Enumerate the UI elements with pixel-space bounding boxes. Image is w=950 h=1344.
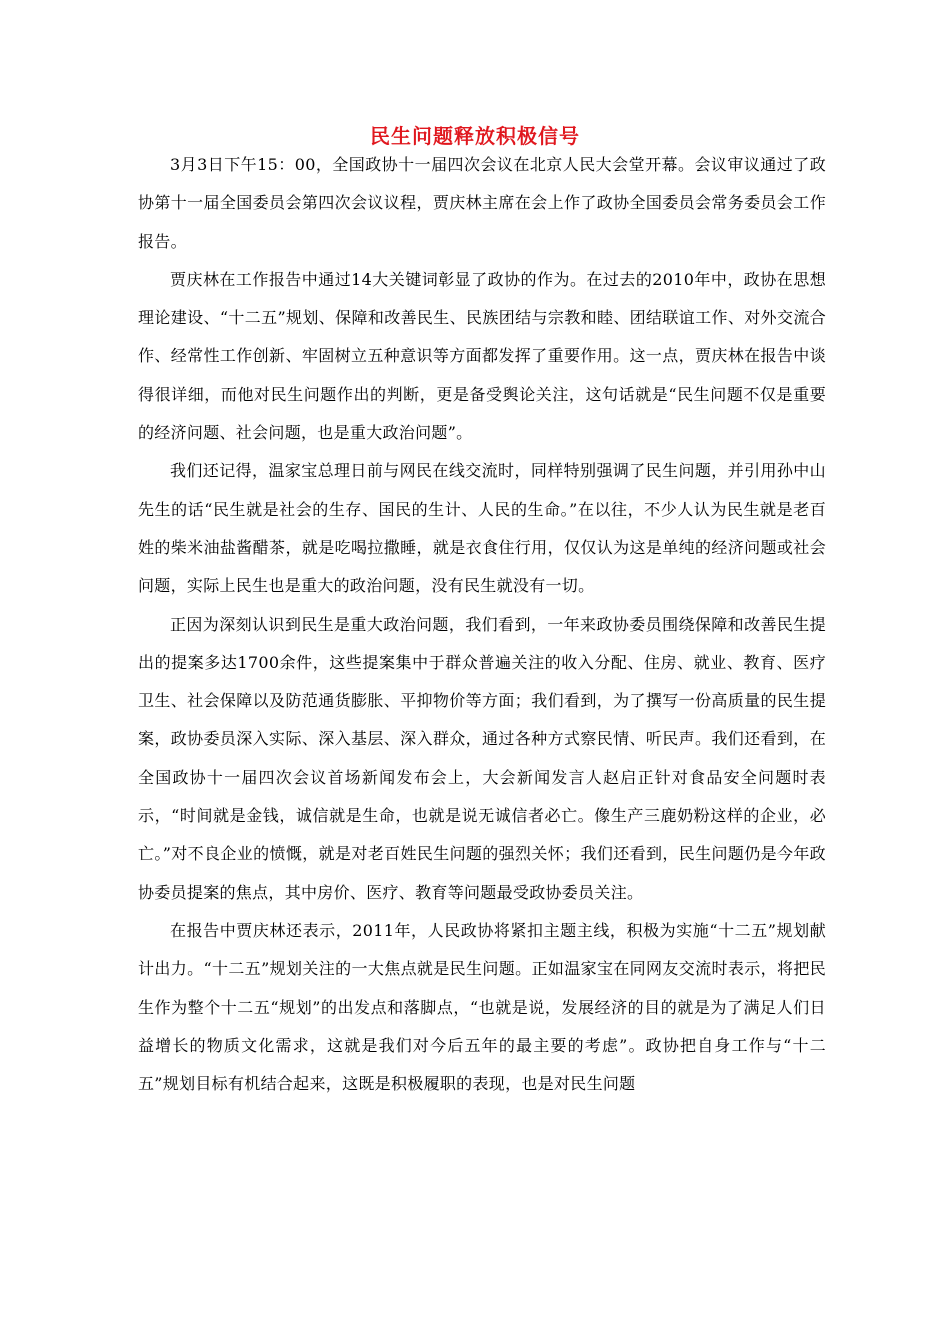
document-body [138,146,826,1103]
paragraph-3: 我们还记得，温家宝总理日前与网民在线交流时，同样特别强调了民生问题，并引用孙中山先生的话“民生就是社会的生存、国民的生计、人民的生命。”在以往，不少人认为民生就是老百姓的柴米油盐酱醋茶，就是吃喝拉撒睡，就是衣食住行用，仅仅认为这是单纯的经济问题或社会问题，实际上民生也是重大的政治问题，没有民生就没有一切。 [138,461,826,596]
paragraph-4: 正因为深刻认识到民生是重大政治问题，我们看到，一年来政协委员围绕保障和改善民生提出的提案多达1700余件，这些提案集中于群众普遍关注的收入分配、住房、就业、教育、医疗卫生、社会保障以及防范通货膨胀、平抑物价等方面；我们看到，为了撰写一份高质量的民生提案，政协委员深入实际、深入基层、深入群众，通过各种方式察民情、听民声。我们还看到，在全国政协十一届四次会议首场新闻发布会上，大会新闻发言人赵启正针对食品安全问题时表示，“时间就是金钱，诚信就是生命，也就是说无诚信者必亡。像生产三鹿奶粉这样的企业，必亡。”对不良企业的愤慨，就是对老百姓民生问题的强烈关怀；我们还看到，民生问题仍是今年政协委员提案的焦点，其中房价、医疗、教育等问题最受政协委员关注。 [138,614,826,902]
paragraph-1: 3月3日下午15：00，全国政协十一届四次会议在北京人民大会堂开幕。会议审议通过了政协第十一届全国委员会第四次会议议程，贾庆林主席在会上作了政协全国委员会常务委员会工作报告。 [138,155,826,251]
document-title: 民生问题释放积极信号 [370,124,580,148]
paragraph-5: 在报告中贾庆林还表示，2011年，人民政协将紧扣主题主线，积极为实施“十二五”规划献计出力。“十二五”规划关注的一大焦点就是民生问题。正如温家宝在同网友交流时表示，将把民生作为整个十二五“规划”的出发点和落脚点，“也就是说，发展经济的目的就是为了满足人们日益增长的物质文化需求，这就是我们对今后五年的最主要的考虑”。政协把自身工作与“十二五”规划目标有机结合起来，这既是积极履职的表现，也是对民生问题 [138,920,826,1094]
paragraph-2: 贾庆林在工作报告中通过14大关键词彰显了政协的作为。在过去的2010年中，政协在思想理论建设、“十二五”规划、保障和改善民生、民族团结与宗教和睦、团结联谊工作、对外交流合作、经常性工作创新、牢固树立五种意识等方面都发挥了重要作用。这一点，贾庆林在报告中谈得很详细，而他对民生问题作出的判断，更是备受舆论关注，这句话就是“民生问题不仅是重要的经济问题、社会问题，也是重大政治问题”。 [138,269,826,443]
